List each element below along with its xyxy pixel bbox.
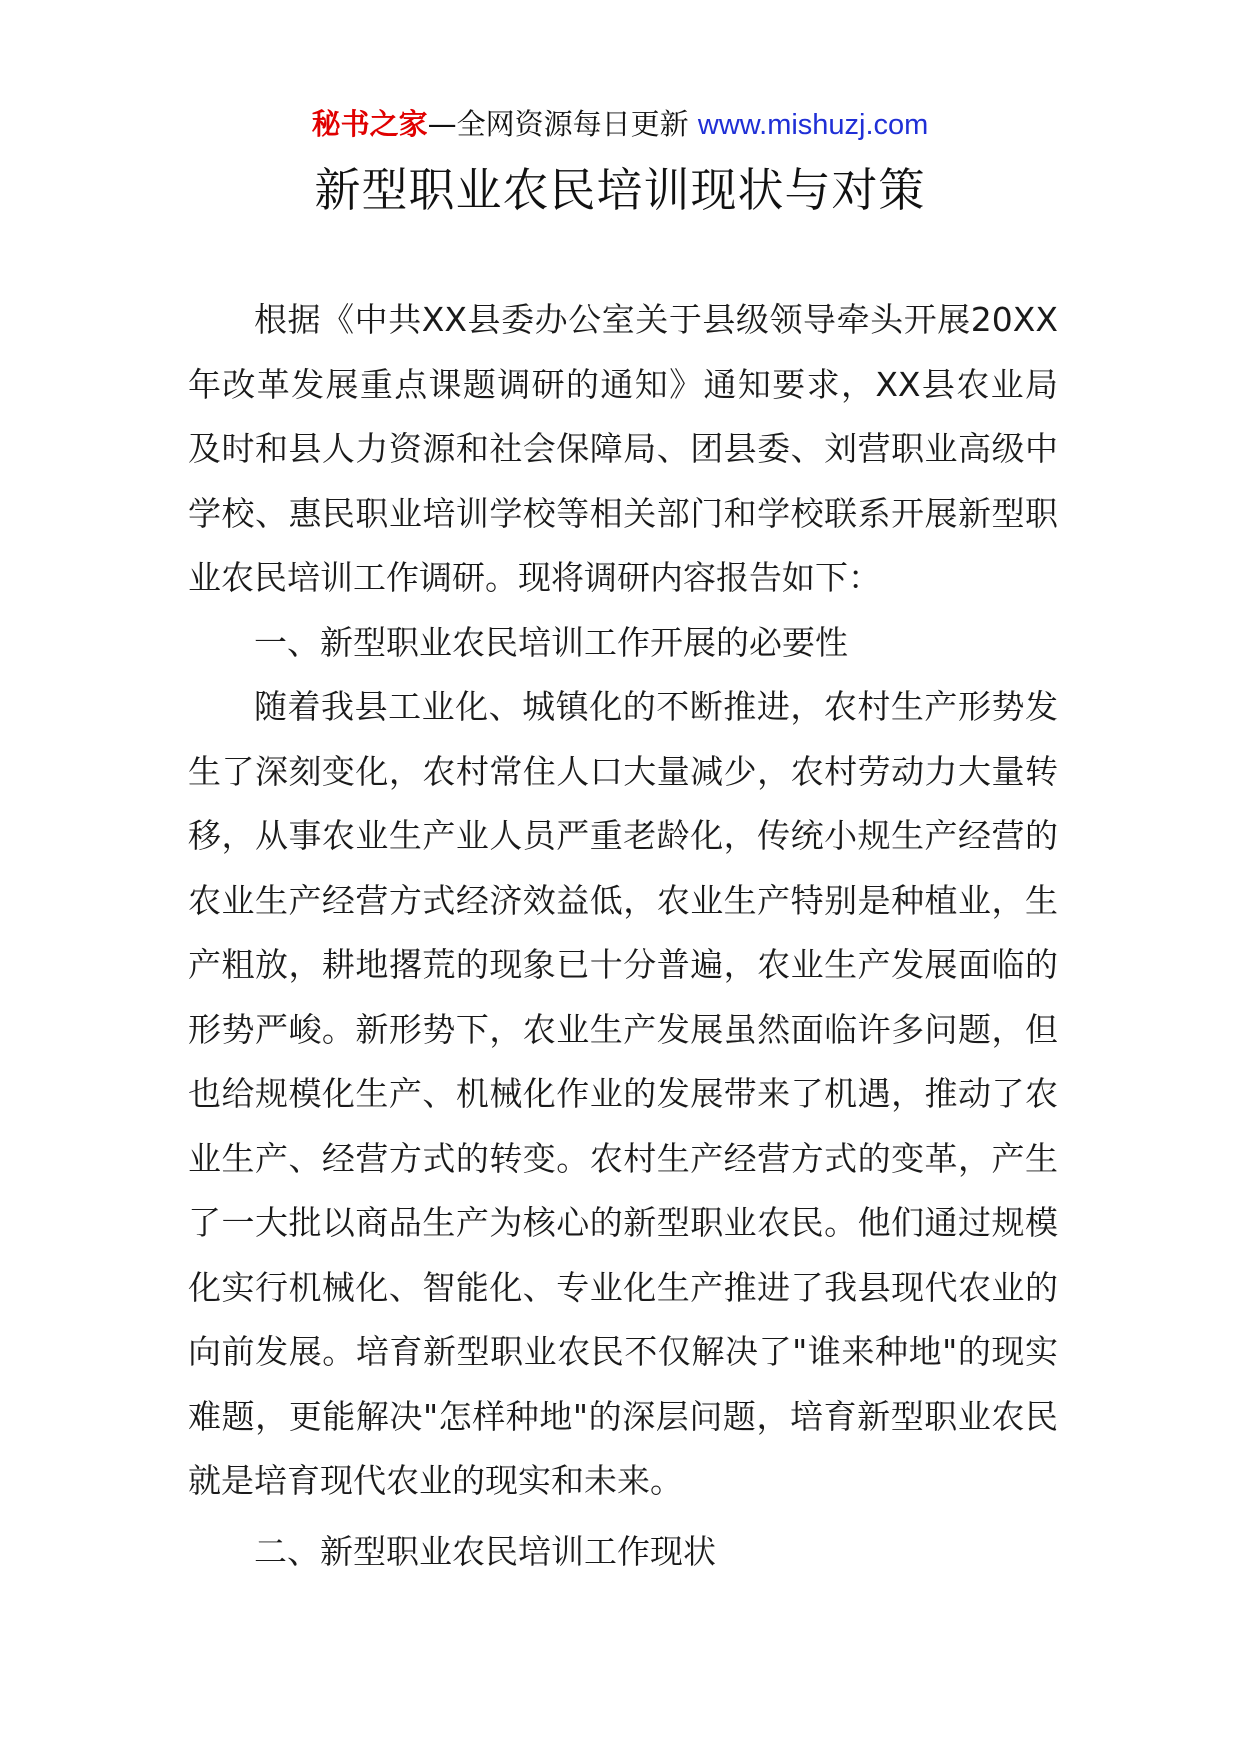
site-header (0, 104, 1240, 145)
section-heading-2: 二、新型职业农民培训工作现状 (254, 1531, 716, 1571)
header-slogan: —全网资源每日更新 (427, 107, 689, 141)
section-1-paragraph: 随着我县工业化、城镇化的不断推进，农村生产形势发生了深刻变化，农村常住人口大量减少，农村劳动力大量转移，从事农业生产业人员严重老龄化，传统小规生产经营的农业生产经营方式经济效益低，农业生产特别是种植业，生产粗放，耕地撂荒的现象已十分普遍，农业生产发展面临的形势严峻。新形势下，农业生产发展虽然面临许多问题，但也给规模化生产、机械化作业的发展带来了机遇，推动了农业生产、经营方式的转变。农村生产经营方式的变革，产生了一大批以商品生产为核心的新型职业农民。他们通过规模化实行机械化、智能化、专业化生产推进了我县现代农业的向前发展。培育新型职业农民不仅解决了"谁来种地"的现实难题，更能解决"怎样种地"的深层问题，培育新型职业农民就是培育现代农业的现实和未来。 (188, 687, 1058, 1500)
intro-paragraph: 根据《中共XX县委办公室关于县级领导牵头开展20XX年改革发展重点课题调研的通知》通知要求，XX县农业局及时和县人力资源和社会保障局、团县委、刘营职业高级中学校、惠民职业培训学校等相关部门和学校联系开展新型职业农民培训工作调研。现将调研内容报告如下： (188, 300, 1058, 597)
section-heading-1: 一、新型职业农民培训工作开展的必要性 (254, 622, 848, 662)
document-title: 新型职业农民培训现状与对策 (314, 163, 926, 217)
document-body (188, 288, 1058, 1584)
site-url-link[interactable]: www.mishuzj.com (697, 109, 929, 141)
brand-name: 秘书之家 (311, 107, 428, 141)
